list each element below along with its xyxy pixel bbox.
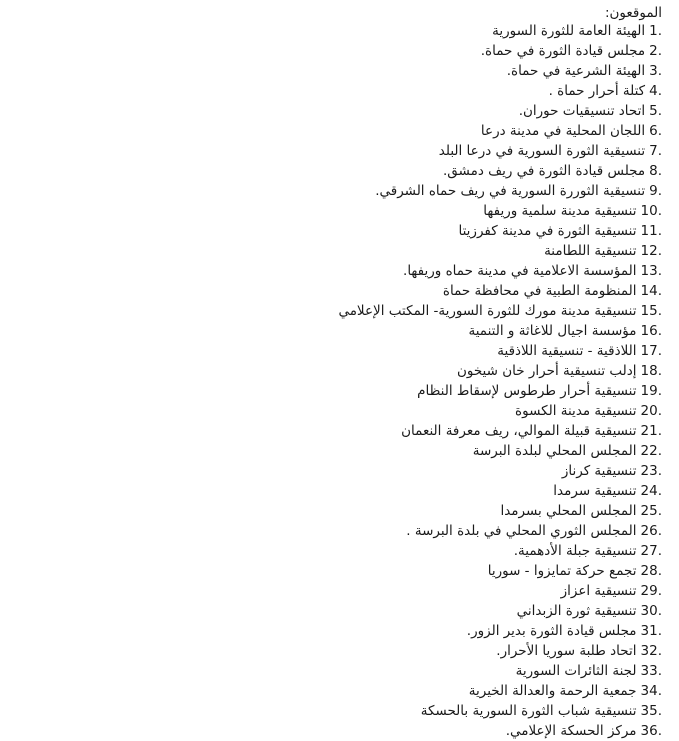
- signer-item: [338, 181, 662, 201]
- signer-number: 24.: [640, 483, 662, 499]
- signer-number: 28.: [640, 563, 662, 579]
- signer-number: 8.: [649, 163, 662, 179]
- signer-number: 34.: [640, 683, 662, 699]
- signer-number: 19.: [640, 383, 662, 399]
- signer-item: [338, 81, 662, 101]
- signer-number: 1.: [649, 23, 662, 39]
- signer-name: الهيئة الشرعية في حماة.: [506, 63, 646, 79]
- signer-name: تجمع حركة تمايزوا - سوريا: [487, 563, 637, 579]
- signer-number: 29.: [640, 583, 662, 599]
- signer-number: 20.: [640, 403, 662, 419]
- signer-item: [338, 681, 662, 701]
- signer-number: 35.: [640, 703, 662, 719]
- signer-name: تنسيقية كرناز: [561, 463, 637, 479]
- signer-item: [338, 361, 662, 381]
- signer-item: [338, 61, 662, 81]
- signer-item: [338, 161, 662, 181]
- signer-number: 21.: [640, 423, 662, 439]
- signer-number: 12.: [640, 243, 662, 259]
- signer-number: 2.: [649, 43, 662, 59]
- signer-number: 30.: [640, 603, 662, 619]
- signer-name: تنسيقية الثورة في مدينة كفرزيتا: [458, 223, 637, 239]
- signer-number: 15.: [640, 303, 662, 319]
- signer-number: 5.: [649, 103, 662, 119]
- signer-name: تنسيقية مدينة الكسوة: [515, 403, 637, 419]
- signer-name: تنسيقية ثورة الزبداني: [516, 603, 637, 619]
- signer-item: [338, 721, 662, 741]
- signer-name: كتلة أحرار حماة .: [548, 83, 646, 99]
- signer-name: تنسيقية شباب الثورة السورية بالحسكة: [420, 703, 637, 719]
- signer-name: مؤسسة اجيال للاغاثة و التنمية: [468, 323, 637, 339]
- signer-item: [338, 301, 662, 321]
- signer-item: [338, 21, 662, 41]
- signer-item: [338, 621, 662, 641]
- signer-item: [338, 441, 662, 461]
- signer-number: 22.: [640, 443, 662, 459]
- signer-name: تنسيقية أحرار طرطوس لإسقاط النظام: [417, 383, 637, 399]
- signer-number: 14.: [640, 283, 662, 299]
- signer-number: 27.: [640, 543, 662, 559]
- signer-item: [338, 701, 662, 721]
- signer-number: 23.: [640, 463, 662, 479]
- signer-item: [338, 341, 662, 361]
- signer-item: [338, 521, 662, 541]
- signer-name: المؤسسة الاعلامية في مدينة حماه وريفها.: [403, 263, 637, 279]
- signer-name: المجلس المحلي لبلدة البرسة: [472, 443, 637, 459]
- signer-name: تنسيقية مدينة سلمية وريفها: [483, 203, 637, 219]
- signer-number: 6.: [649, 123, 662, 139]
- signer-name: تنسيقية اللطامنة: [544, 243, 637, 259]
- signer-item: [338, 141, 662, 161]
- signer-number: 17.: [640, 343, 662, 359]
- signers-list: [338, 21, 662, 741]
- signer-item: [338, 381, 662, 401]
- signer-name: تنسيقية جبلة الأدهمية.: [513, 543, 637, 559]
- signer-number: 36.: [640, 723, 662, 739]
- signer-item: [338, 541, 662, 561]
- signer-number: 25.: [640, 503, 662, 519]
- signer-name: تنسيقية قبيلة الموالي، ريف معرفة النعمان: [401, 423, 637, 439]
- signer-item: [338, 241, 662, 261]
- signer-name: المجلس الثوري المحلي في بلدة البرسة .: [406, 523, 637, 539]
- signer-number: 10.: [640, 203, 662, 219]
- signer-number: 32.: [640, 643, 662, 659]
- signer-item: [338, 281, 662, 301]
- signer-name: مجلس قيادة الثورة في ريف دمشق.: [443, 163, 646, 179]
- signer-item: [338, 641, 662, 661]
- signer-item: [338, 501, 662, 521]
- signer-number: 13.: [640, 263, 662, 279]
- signer-number: 11.: [640, 223, 662, 239]
- signer-number: 9.: [649, 183, 662, 199]
- signer-number: 7.: [649, 143, 662, 159]
- signer-item: [338, 41, 662, 61]
- signer-name: تنسيقية الثورة السورية في درعا البلد: [438, 143, 646, 159]
- signer-number: 26.: [640, 523, 662, 539]
- signer-name: اللاذقية - تنسيقية اللاذقية: [497, 343, 637, 359]
- signer-name: لجنة الثائرات السورية: [515, 663, 637, 679]
- signer-name: تنسيقية الثوررة السورية في ريف حماه الشرقي.: [375, 183, 646, 199]
- signer-name: مركز الحسكة الإعلامي.: [505, 723, 637, 739]
- signer-name: الهيئة العامة للثورة السورية: [492, 23, 646, 39]
- signers-label: الموقعون:: [604, 5, 662, 21]
- signer-number: 18.: [640, 363, 662, 379]
- signer-name: المجلس المحلي بسرمدا: [500, 503, 637, 519]
- signer-number: 4.: [649, 83, 662, 99]
- signer-item: [338, 401, 662, 421]
- signer-name: اتحاد تنسيقيات حوران.: [518, 103, 646, 119]
- signer-item: [338, 261, 662, 281]
- signer-number: 3.: [649, 63, 662, 79]
- signer-name: مجلس قيادة الثورة بدير الزور.: [466, 623, 637, 639]
- signer-name: جمعية الرحمة والعدالة الخيرية: [468, 683, 637, 699]
- signer-number: 31.: [640, 623, 662, 639]
- signer-name: المنظومة الطبية في محافظة حماة: [442, 283, 637, 299]
- signer-item: [338, 101, 662, 121]
- signer-item: [338, 461, 662, 481]
- signer-item: [338, 561, 662, 581]
- signer-name: مجلس قيادة الثورة في حماة.: [480, 43, 646, 59]
- signer-item: [338, 201, 662, 221]
- signer-item: [338, 581, 662, 601]
- signer-item: [338, 321, 662, 341]
- signer-name: تنسيقية اعزاز: [560, 583, 637, 599]
- signer-number: 33.: [640, 663, 662, 679]
- signer-name: تنسيقية مدينة مورك للثورة السورية- المكتب الإعلامي: [338, 303, 637, 319]
- signer-name: اللجان المحلية في مدينة درعا: [480, 123, 646, 139]
- signer-number: 16.: [640, 323, 662, 339]
- signer-name: تنسيقية سرمدا: [553, 483, 637, 499]
- signer-name: إدلب تنسيقية أحرار خان شيخون: [456, 363, 637, 379]
- signer-item: [338, 421, 662, 441]
- signer-item: [338, 221, 662, 241]
- signer-item: [338, 601, 662, 621]
- signer-name: اتحاد طلبة سوريا الأحرار.: [496, 643, 637, 659]
- signer-item: [338, 121, 662, 141]
- signer-item: [338, 661, 662, 681]
- signer-item: [338, 481, 662, 501]
